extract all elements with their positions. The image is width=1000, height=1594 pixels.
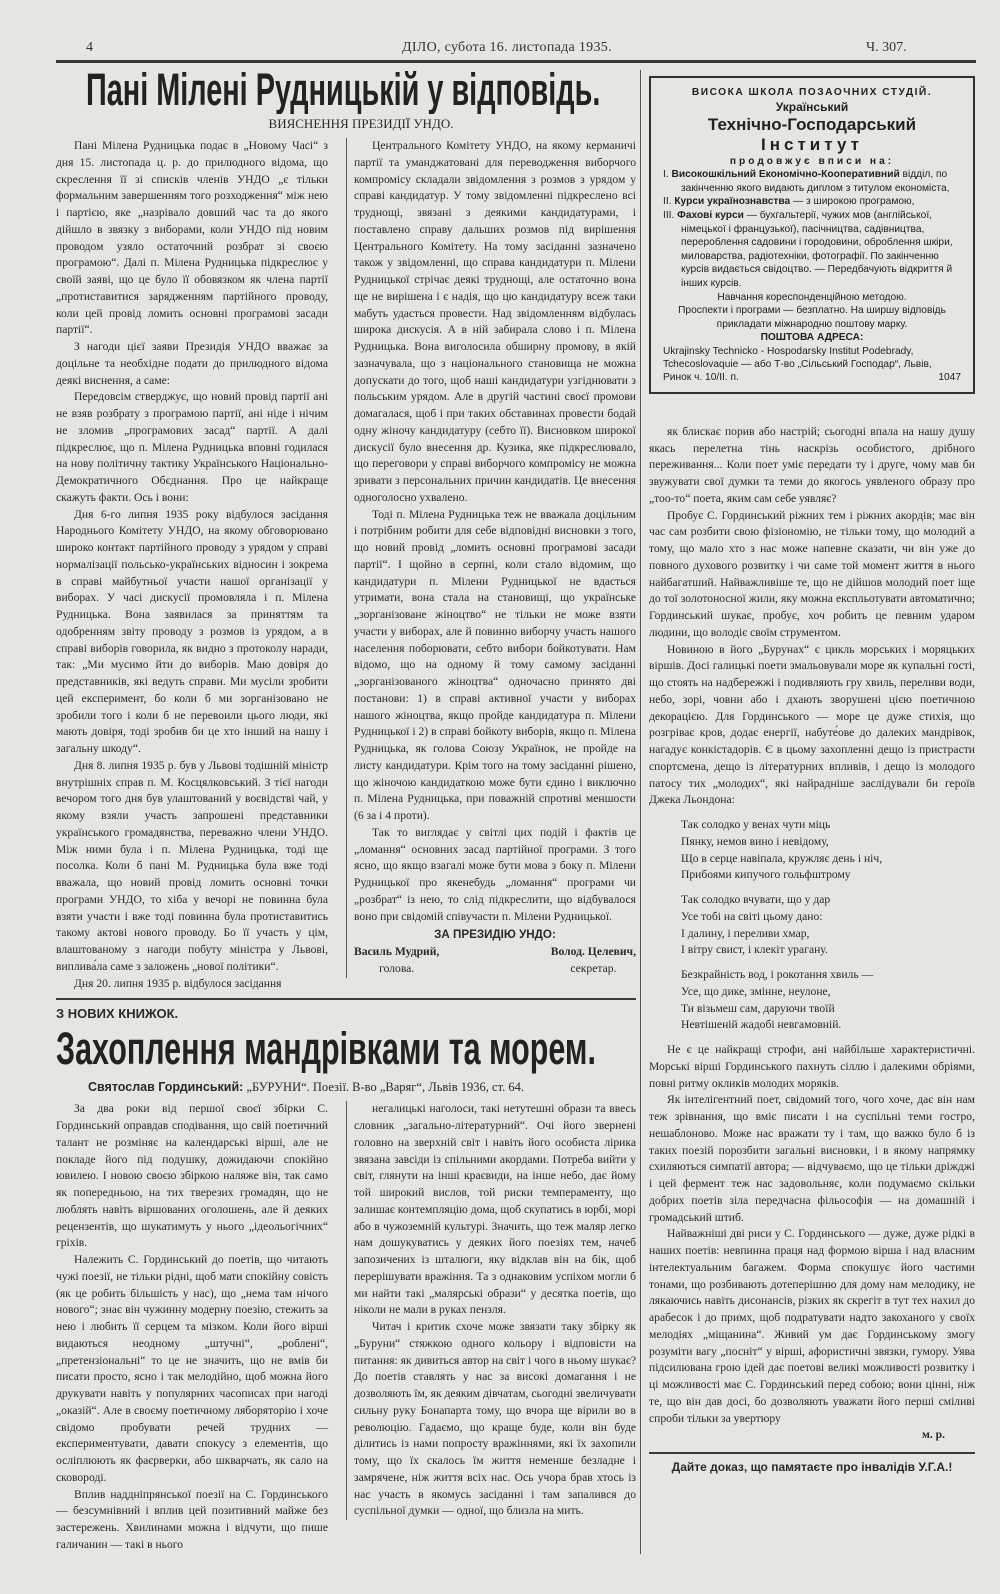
signer-name: Василь Мудрий, <box>354 945 440 958</box>
ad-heading: Інститут <box>761 134 863 154</box>
article-column-2 <box>346 138 636 978</box>
masthead: ДІЛО, субота 16. листопада 1935. <box>402 40 612 55</box>
advertisement-institute <box>649 76 975 394</box>
signer-name: Волод. Целевич, <box>550 945 636 958</box>
poem-stanza: Так солодко у венах чути міць Пянку, немов вино і невідому, Що в серце навіпала, кружляє день і ніч, Прибоями кипучого гольфштрому <box>681 818 883 882</box>
author-initials: м. р. <box>921 1428 945 1442</box>
poem-excerpt <box>681 817 975 1034</box>
signer-role: голова. <box>379 961 415 975</box>
ad-item: II. Курси українознавства — з широкою програмою, <box>663 196 915 208</box>
footer-rule <box>649 1452 975 1454</box>
article-column-1 <box>56 1101 328 1553</box>
paragraph: За два роки від першої своєї збірки С. Гординський оправдав сподівання, що свій поетичний талант не розміняє на календарські вірші, але не покладе його під подушку, дожидаючи спокійно ювилею. І новою своєю збіркою наляже він, так само як попередньою, на тих тверезих громадян, що не люблять навіть віршованих оголошень, але й деяких рецензентів, що шукатимуть у нього „ідеольогічних“ гріхів. <box>56 1102 328 1250</box>
byline <box>56 1079 636 1095</box>
article-subtitle: ВИЯСНЕННЯ ПРЕЗИДІЇ УНДО. <box>268 116 454 131</box>
ad-line: ВИСОКА ШКОЛА ПОЗАОЧНИХ СТУДІЙ. <box>691 87 933 98</box>
paragraph: Читач і критик схоче може звязати таку збірку як „Буруни“ стяжкою одного кольору і відповісти на питання: як дивиться автор на світ і чого в ньому шукає? До поетів ставлять у нас за високі домагання і не дозволяють їм, як деяким дівчатам, сьогодні звеличувати сильну руку Бонапарта тому, що вчора ще вірили во в революцію. Гадаємо, що краще буде, коли він буде ділитись із нами попросту вражіннями, які їх захопили тому, що їх скалось їм життя неменше безладне і замрячене, ніж життя всіх нас. Ось учора брав хтось із нас участь в якомусь засіданні і там запалився до суспільної думки — одної, що близла на мить. <box>354 1320 636 1518</box>
paragraph: Як інтелігентний поет, свідомий того, чого хоче, дає він нам теж зрівнання, що вміє писати і на суспільні теми гостро, нешаблоново. Може нас вражати ту і там, що важко було б із таких поезій порозбити загальні висновки, і в якому напрямку схиляються симпатії автора; — відчуваємо, що це тільки дріжджі і цей фермент теж нас задовольняє, коли подумаємо скільки добрих поетів зіла передчасна фільософія — на домашній і громадський штиб. <box>649 1093 975 1224</box>
article-column-3 <box>649 424 975 1444</box>
right-area <box>645 64 975 1474</box>
signature-heading: ЗА ПРЕЗИДІЮ УНДО: <box>434 928 556 942</box>
paragraph: як блискає порив або настрій; сьогодні впала на нашу душу якась перелетна тінь наскрізь особистого, дрібного переживання... Коли поет уміє передати ту і друге, чому мав би звужувати свої думки та теми до якогось уявленого образу про „тоо-то“ поета, яким сам себе уявляє? <box>649 424 975 505</box>
article-response <box>56 64 636 992</box>
paragraph: Дня 20. липня 1935 р. відбулося засідання <box>74 976 282 990</box>
page-body <box>0 64 1000 1594</box>
rubric: З НОВИХ КНИЖОК. <box>56 1006 179 1022</box>
paragraph: Тоді п. Мілена Рудницька теж не вважала доцільним і потрібним робити для себе відповідні висновки з того, що новий провід „ломить основні програмові засади партії“. І щойно в серпні, коли стало відомим, що кандидатури п. Мілени Рудницької не вдасться утримати, вона стала на становищі, що українське „зорганізоване жіноцтво“ не тільки не може взяти участи у виборах, але й повинно виборчу участь нашого населення поборювати, себто вибори бойкотувати. Нам відомо, що на одному й тому самому засіданні „зорганізованого жіноцтва“ одночасно принято дві постанови: 1) в справі активної участи у виборах нашого жіноцтва, якщо пройде кандидатура п. Мілени Рудницької і 2) в справі бойкоту виборів, якщо п. Мілена Рудницька, як голова Союзу Українок, не пройде на листу кандидатури. Крім того на тому засіданні рішено, що жіночою кандидаткою може бути єдино і виключно п. Мілена Рудницька, при поважній спротиві меншости (6 за і 4 проти). <box>354 507 636 822</box>
paragraph: З нагоди цієї заяви Президія УНДО вважає за доцільне та необхідне подати до прилюдного відома деякі виснення, а саме: <box>56 340 328 387</box>
paragraph: Новиною в його „Бурунах“ є цикль морських і моряцьких віршів. Досі галицькі поети змальовували море як купальні гості, що стоять на надбережжі і подивляють гру хвиль, переливи води, небо, зорі, човни або і дхають зворушені цією поетичною декорацією. Для Гординського — море це дуже стихія, що розгріває кров, додає енергії, набуте́ове до далеких мандрівок, нагадує конкістадорів. Є в цьому захопленні дещо із пристрасти спортсмена, дещо із літературних впливів, і дещо із молодого патосу тих „молодих“, які найрадніше заслідували би героїв Джека Льондона: <box>649 642 975 807</box>
paragraph: Так то виглядає у світлі цих подій і фактів це „ломання“ основних засад партійної програми. З того ясно, що якщо взагалі може бути мова з боку п. Мілени Рудницької про якенебудь „ломання“ програми чи „розбрат“ із нею, то слід підкреслити, що відбувалося воно при свідомій співучасти п. Мілени Рудницької. <box>354 825 636 923</box>
ad-line: ПОШТОВА АДРЕСА: <box>760 332 864 344</box>
ad-item: I. Високошкільний Економічно-Кооперативний відділ, по закінченню якого видають диплом з титулом економіста, <box>663 169 950 194</box>
paragraph: Пані Мілена Рудницька подає в „Новому Часі“ з дня 15. листопада ц. р. до прилюдного відома, що скреслення її зі списків членів УНДО „є тільки формальним завершенням того розходження“ між нею і партією, яке „назрівало довший час та до якого дійшло в звязку з виборами, коли УНДО під новим проводом узяло остаточний розбрат зі своєю програмою“. Далі п. Мілена Рудницька підкреслює у своїй заяві, що це було її обовязком як члена партії „протиставитися зарядженням партійного проводу, коли цей провід ломить основні програмові засади партії“. <box>56 139 328 337</box>
ad-code: 1047 <box>938 371 961 383</box>
ad-line: Український <box>775 99 849 114</box>
article-column-2 <box>346 1101 636 1520</box>
header-rule <box>56 60 976 63</box>
issue-number: Ч. 307. <box>866 40 907 55</box>
paragraph: Пробує С. Гординський ріжних тем і ріжних акордів; має він час сам розбити свою фізіономію, не тільки тому, що молодий а тому, що мало хто з нас може напевне сказати, чи він уже до повного духового розвитку і чи саме той момент життя в нього найбагатший. Найважливіше те, що не дійшов молодий поет іще до тої золотоносної жили, яку можна експльотувати автоматично; Гординський шукає, пробує, хоч робить це певним ударом людини, що володіє своїм струментом. <box>649 508 975 639</box>
signer-role: секретар. <box>570 961 617 975</box>
paragraph: Дня 8. липня 1935 р. був у Львові тодішній міністр внутрішніх справ п. М. Косцялковський. З тієї нагоди вечором того дня був улаштований у воєвідстві чай, у якому взяли участь запрошені представники українського громадянства, переважно члени УНДО. Між ними була і п. Мілена Рудницька, тоді ще посолка. Коли б пані М. Рудницька була вже тоді вважала, що новий провід ломить основні точки програми УНДО, то хіба у вечорі не повинна була взяти участи і вже тоді повинна була протиставитись такому актові нового проводу. Бо її участь у цім, влаштованому з нагоди побуту міністра у Львові, виплива́ла саме з заложень „нової політики“. <box>56 758 328 973</box>
poem-stanza: Так солодко вчувати, що у дар Усе тобі на світі цьому дано: І далину, і переливи хмар, І вітру свист, і клекіт урагану. <box>681 893 831 957</box>
paragraph: Вплив наддніпрянської поезії на С. Гординського — безсумнівний і вплив цей позитивний майже без застережень. Хвилинами можна і відчути, що пише галичанин — такі в нього <box>56 1487 328 1551</box>
paragraph: Не є це найкращі строфи, ані найбільше характеристичні. Морські вірші Гординського пахнуть сіллю і далекими обріями, повні ритму окликів молодих моряків. <box>649 1043 975 1090</box>
ad-line: продовжує вписи на: <box>729 155 895 167</box>
signatures <box>354 944 636 978</box>
section-rule <box>56 998 636 1000</box>
ad-item: III. Фахові курси — бухгальтерії, чужих мов (англійської, німецької і французької), пасічництва, садівництва, перероблення садовини і городовини, оброблення шкіри, миловарства, радіотехніки, фотографії. По закінченню курсів видається свідоцтво. — Передбачують відкриття й інших курсів. <box>663 209 953 289</box>
article-title: Пані Мілені Рудницькій у відповідь. <box>86 64 601 114</box>
paragraph: Передовсім стверджує, що новий провід партії ані не взяв розбрату з програмою партії, ані ніде і нічим не зломив „програмових засад“ партії. А далі підкреслює, що п. Мілена Рудницька вповні годилася на нову політичну тактику Українського Національно-Демократичного Обєднання. Про це найкраще скажуть факти. Ось і вони: <box>56 390 328 504</box>
ad-heading: Технічно-Господарський <box>707 114 917 134</box>
paragraph: Належить С. Гординський до поетів, що читають чужі поезії, не тільки рідні, щоб мати спокійну совість (як це робить більшість у нас), що „нема там нічого нового“; знає він чужинну модерну поезію, стежить за нею і любить її серцем та мізком. Коли його вірші видаються неодному „штучні“, „роблені“, „претензіональні“ то це не значить, що не вмів би писати просто, ясно і так мелодійно, щоб можна його друкувати навіть у популярних часописах при нагоді „оказій“. Але в своєму поетичному ляборяторію і хоче свідомо пробувати речей трудних — експериментувати, давати спокусу з елементів, що осліплюють як фаєрверки, або шкварчать, як сало на сковороді. <box>56 1253 328 1484</box>
paragraph: Найважніші дві риси у С. Гординського — дуже, дуже рідкі в наших поетів: невпинна праця над формою вірша і над власним інтелектуальним багажем. Форма спокушує його частими тонами, що розбивають дотеперішню для дому нам мелодику, не лякаючись навіть дисонансів, різких як скрегіт в тут тех нахил до арабесок і до примх, щоб подратувати надто закоханого у своїх мелодіях „міщанина“. Живий ум дає Гординському змогу розуміти вагу „посніт“ у вірші, афористичні звязки, гумору. Уява підсилювана грою ідей дає поетові великі можливості розвитку і ці можливості має С. Гординський перед собою; вони цінні, ніж те, що він дав досі, бо дозволяють уважати його перші сміливі спроби тільки за увертюру <box>649 1227 975 1425</box>
ad-line: Навчання кореспонденційною методою. <box>717 291 907 303</box>
paragraph: Дня 6-го липня 1935 року відбулося засідання Народнього Комітету УНДО, на якому обговорювано широко контакт партійного проводу з урядом у справі нормалізації польсько-українських відносин і зокрема в справі майбутньої участи нашої організації у виборах. У часі дискусії промовляла і п. Мілена Рудницька. Вона заявилася за приняттям та одобренням звіту проводу з розмов із урядом, а в справі виборів говорила, як видно з протоколу наради, так: „Ми мусимо йти до виборів. Маю довіря до представників, які ведуть справи. Ми мусіли зробити цей експеримент, бо коли б ми зорганізовано не зробили того і коли б не перевоили цього люди, які мають довіря, тоді зробив би це хто інший на нашу і загальну шкоду“. <box>56 507 328 755</box>
page-header <box>0 0 1000 64</box>
paragraph: негалицькі наголоси, такі нетутешні образи та ввесь словник „загально-літературний“. Очі його звернені головно на зверхній світ і навіть його особиста лірика звязана завсіди із спільними акордами. Потреба вийти у світ, глянути на інші краєвиди, на інше небо, дає йому той широкий вислов, той риски темпераменту, що залишає контемпляцію дома, щоб скупатись в юрбі, морі або в чужоземній культурі. Значить, що теж маляр легко нам дошукуватись у деяких його поезіях тем, начеб запозичених із шталюги, яку відклав він на бік, щоб перерішувати вражіння. Та з однаковим успіхом могли б ми найти такі „малярські образи“ у десятка поетів, що ніколи не мали в руках пензля. <box>354 1102 636 1317</box>
left-area <box>56 64 636 1554</box>
byline-author: Святослав Гординський: <box>88 1080 244 1095</box>
article-title: Захоплення мандрівками та морем. <box>56 1023 596 1075</box>
article-column-1 <box>56 138 328 992</box>
page-number: 4 <box>86 40 93 55</box>
poem-stanza: Безкрайність вод, і рокотання хвиль — Усе, що дике, змінне, неулоне, Ти візьмеш сам, даруючи твоїй Невтішеній жадобі невгамовній. <box>681 968 874 1032</box>
ad-address-block <box>663 345 961 384</box>
paragraph: Центрального Комітету УНДО, на якому керманичі партії та уманджатовані для переводження виборчого компромісу складали звідомлення з розмов з урядом у справі кандидатур. У тому звідомленні підкреслено всі труднощі, звязані з деякими кандидатурами, і поставлено справу дальших розмов під вирішення Центрального Комітету. На тому засіданні зазначено також у звідомленні, що справа кандидатури п. Мілени Рудницької стрічає деякі труднощі, але остаточно вона ще не вирішена і є надія, що цю кандидатуру всеж таки мабуть удасться провести. Над звідомленням відбулась широка дискусія. А в ній забирала слово і п. Мілена Рудницька. Вона виголосила обширну промову, в якій зазначувала, що з національного становища не можна допускати до того, щоб наші кандидатури узгіднювати з польським урядом. Але в другій частині своєї промови домагалася, щоб і при таких обставинах провести бодай одну жіночу кандидатуру (себто її). Висновком широкої дискусії було внесення др. Кузика, яке підкреслювало, що переговори у справі виборчого компромісу не можна зривати з персональних причин кандидатів. Це внесення одноголосно ухвалено. <box>354 139 636 504</box>
article-book-review <box>56 1006 636 1553</box>
ad-line: Проспекти і програми — безплатно. На ширшу відповідь прикладати міжнародню поштову марку. <box>678 305 946 330</box>
ad-address: Ukrajinsky Technicko - Hospodarsky Institut Podebrady, Tchecoslovaquie — або Т-во „Сільський Господар“, Львів, Ринок ч. 10/II. п. <box>663 345 932 383</box>
footer-notice: Дайте доказ, що памятаєте про інвалідів У.Г.А.! <box>671 1460 953 1475</box>
column-divider <box>640 70 641 1554</box>
byline-book: „БУРУНИ“. Поезії. В-во „Варяг“, Львів 1936, ст. 64. <box>246 1080 524 1095</box>
